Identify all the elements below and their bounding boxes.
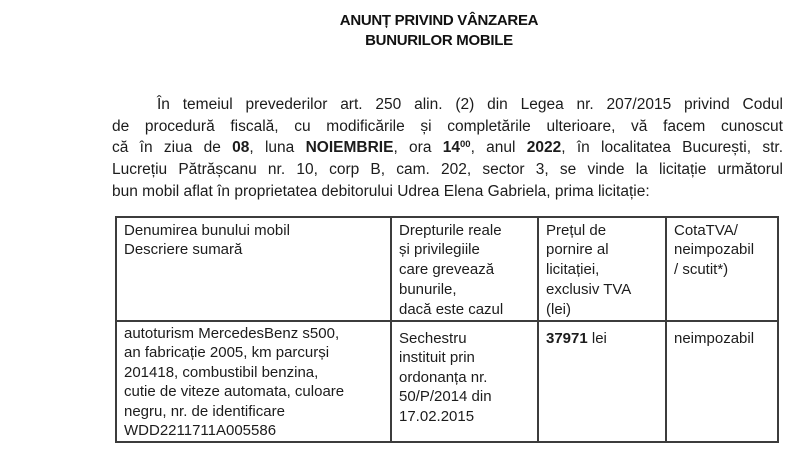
cell-text-line: an fabricație 2005, km parcurși [124, 344, 330, 362]
cell-text-line: neimpozabil [674, 241, 755, 259]
cell-denumire-bun [116, 321, 391, 443]
cell-text-line: pornire al [546, 241, 609, 259]
cell-cota-tva [666, 321, 778, 443]
paragraph-line: Lucrețiu Pătrășcanu nr. 10, corp B, cam. 202, sector 3, se vinde la licitație următorul [112, 161, 783, 179]
cell-pret-pornire-text: 37971 lei [546, 329, 607, 347]
cell-cota-tva-text [667, 322, 777, 349]
cell-text-line: neimpozabil [674, 329, 755, 347]
cell-text-line: licitației, [546, 261, 600, 279]
document-title [39, 11, 800, 51]
col-header-pret-pornire-text [539, 218, 665, 320]
col-header-cota-tva [666, 217, 778, 321]
table-row [116, 321, 778, 443]
cell-text-line: ordonanța nr. [399, 368, 488, 386]
cell-drepturi-reale-text [392, 322, 537, 427]
paragraph-line: că în ziua de 08, luna NOIEMBRIE, ora $14^{00}$, anul 2022, în localitatea București, str. [112, 139, 784, 157]
cell-text-line: bunurile, [399, 280, 457, 298]
document-page [0, 11, 800, 457]
cell-drepturi-reale [391, 321, 538, 443]
paragraph-line: În temeiul prevederilor art. 250 alin. (2) din Legea nr. 207/2015 privind Codul [157, 96, 783, 113]
cell-text-line: 50/P/2014 din [399, 388, 492, 406]
cell-text-line: dacă este cazul [399, 300, 504, 318]
col-header-pret-pornire [538, 217, 666, 321]
paragraph-line: de procedură fiscală, cu modificările și completările ulterioare, vă facem cunoscut [112, 117, 783, 135]
cell-text-line: Descriere sumară [124, 241, 243, 259]
cell-text-line: negru, nr. de identificare [124, 402, 285, 420]
goods-table [115, 216, 779, 444]
col-header-denumire-bun [116, 217, 391, 321]
cell-text-line: Prețul de [546, 221, 607, 239]
col-header-cota-tva-text [667, 218, 777, 280]
cell-text-line: WDD2211711A005586 [124, 422, 277, 440]
title-line-1: ANUNȚ PRIVIND VÂNZAREA [339, 12, 539, 29]
cell-text-line: exclusiv TVA [546, 280, 632, 298]
col-header-denumire-bun-text [117, 218, 390, 261]
cell-pret-pornire [538, 321, 666, 443]
cell-text-line: Sechestru [399, 329, 467, 347]
cell-text-line: care grevează [399, 261, 495, 279]
intro-paragraph [112, 94, 783, 203]
cell-text-line: autoturism MercedesBenz s500, [124, 324, 340, 342]
col-header-drepturi-reale [391, 217, 538, 321]
cell-text-line: cutie de viteze automata, culoare [124, 383, 345, 401]
cell-text-line: Denumirea bunului mobil [124, 221, 290, 239]
cell-text-line: CotaTVA/ [674, 221, 738, 239]
title-line-2: BUNURILOR MOBILE [365, 32, 513, 49]
cell-text-line: 201418, combustibil benzina, [124, 363, 319, 381]
paragraph-line: bun mobil aflat în proprietatea debitorului Udrea Elena Gabriela, prima licitație: [112, 182, 650, 200]
cell-text-line: Drepturile reale [399, 221, 502, 239]
cell-text-line: / scutit*) [674, 261, 729, 279]
cell-text-line: 17.02.2015 [399, 407, 475, 425]
table-header-row [116, 217, 778, 321]
cell-denumire-bun-text [117, 322, 390, 442]
col-header-drepturi-reale-text [392, 218, 537, 320]
cell-text-line: instituit prin [399, 349, 475, 367]
cell-text-line: și privilegiile [399, 241, 480, 259]
cell-text-line: (lei) [546, 300, 571, 318]
